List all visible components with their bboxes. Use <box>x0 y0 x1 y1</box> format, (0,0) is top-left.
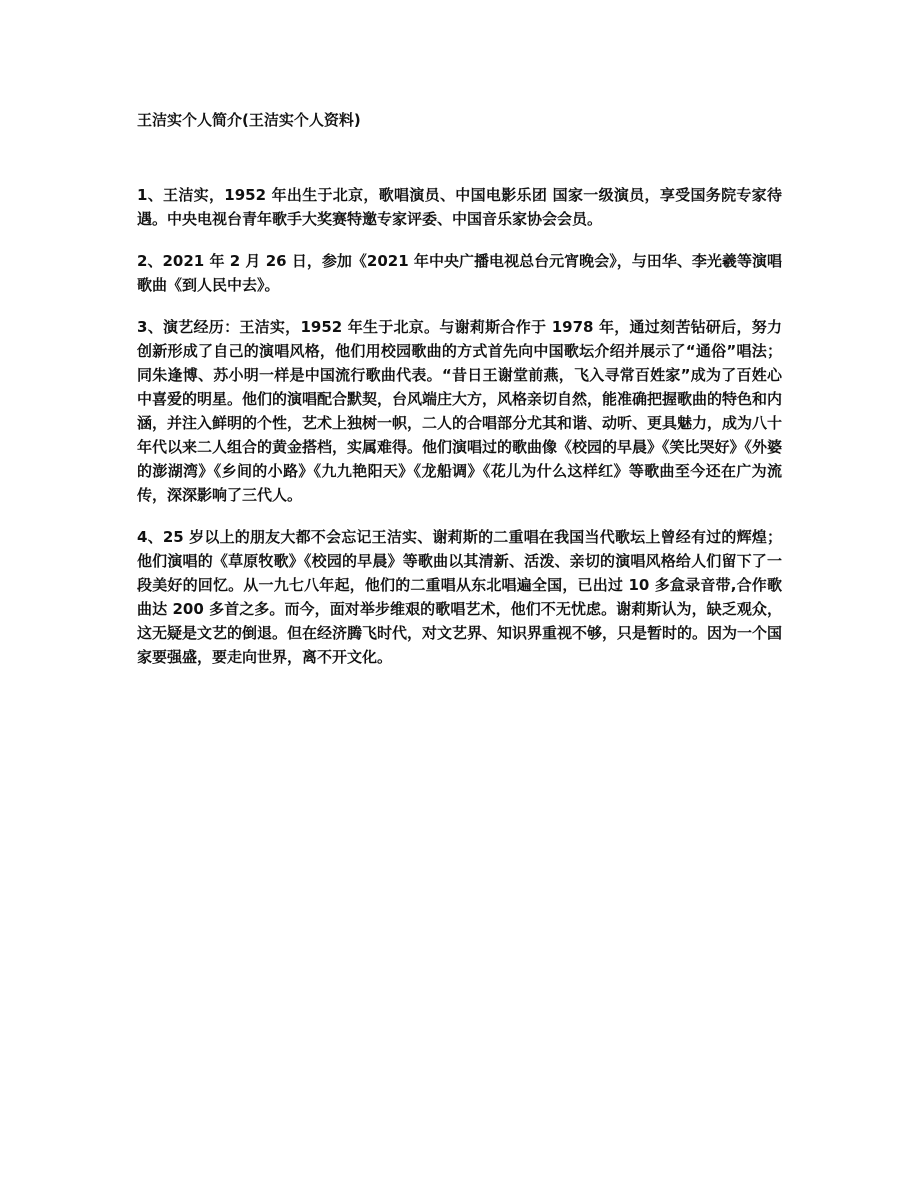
document-title: 王洁实个人简介(王洁实个人资料) <box>137 111 361 129</box>
document-body <box>137 183 782 687</box>
paragraph-2: 2、2021 年 2 月 26 日，参加《2021 年中央广播电视总台元宵晚会》，与田华、李光羲等演唱歌曲《到人民中去》。 <box>137 252 782 294</box>
paragraph-1: 1、王洁实，1952 年出生于北京，歌唱演员、中国电影乐团 国家一级演员，享受国务院专家待遇。中央电视台青年歌手大奖赛特邀专家评委、中国音乐家协会会员。 <box>137 186 782 228</box>
paragraph-4: 4、25 岁以上的朋友大都不会忘记王洁实、谢莉斯的二重唱在我国当代歌坛上曾经有过的辉煌；他们演唱的《草原牧歌》《校园的早晨》等歌曲以其清新、活泼、亲切的演唱风格给人们留下了一段美好的回忆。从一九七八年起，他们的二重唱从东北唱遍全国，已出过 10 多盒录音带,合作歌曲达 200 多首之多。而今，面对举步维艰的歌唱艺术，他们不无忧虑。谢莉斯认为，缺乏观众，这无疑是文艺的倒退。但在经济腾飞时代，对文艺界、知识界重视不够，只是暂时的。因为一个国家要强盛，要走向世界，离不开文化。 <box>137 528 783 666</box>
paragraph-3: 3、演艺经历：王洁实，1952 年生于北京。与谢莉斯合作于 1978 年，通过刻苦钻研后，努力创新形成了自己的演唱风格，他们用校园歌曲的方式首先向中国歌坛介绍并展示了“通俗”唱法；同朱逢博、苏小明一样是中国流行歌曲代表。“昔日王谢堂前燕，飞入寻常百姓家”成为了百姓心中喜爱的明星。他们的演唱配合默契，台风端庄大方，风格亲切自然，能准确把握歌曲的特色和内涵，并注入鲜明的个性，艺术上独树一帜，二人的合唱部分尤其和谐、动听、更具魅力，成为八十年代以来二人组合的黄金搭档，实属难得。他们演唱过的歌曲像《校园的早晨》《笑比哭好》《外婆的澎湖湾》《乡间的小路》《九九艳阳天》《龙船调》《花儿为什么这样红》等歌曲至今还在广为流传，深深影响了三代人。 <box>137 318 783 504</box>
